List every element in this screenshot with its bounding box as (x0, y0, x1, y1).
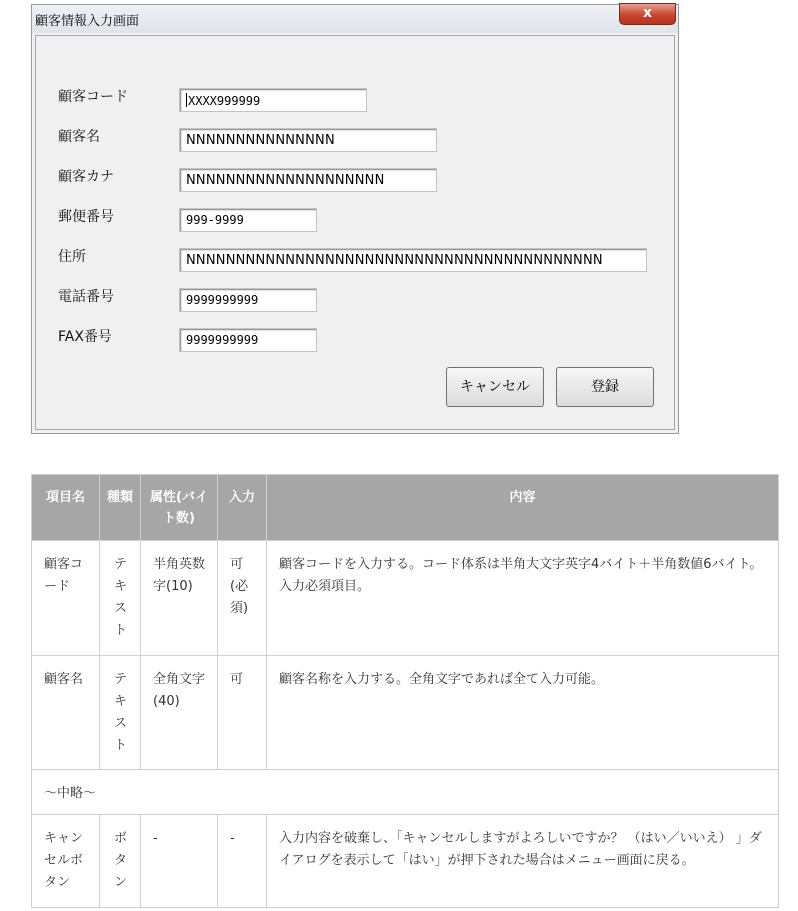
table-row (32, 541, 779, 656)
header-kind: 種類 (100, 475, 141, 541)
customer-name-value: NNNNNNNNNNNNNNN (186, 133, 335, 148)
customer-kana-input[interactable] (179, 168, 437, 192)
cell-attribute: 全角文字(40) (141, 656, 218, 770)
customer-code-value: XXXX999999 (188, 94, 261, 108)
cell-content: 顧客名称を入力する。全角文字であれば全て入力可能。 (267, 656, 779, 770)
text-caret (186, 93, 187, 107)
cell-input: 可(必須) (218, 541, 267, 656)
cell-kind: テキスト (100, 541, 141, 656)
postal-code-label: 郵便番号 (58, 209, 114, 225)
cell-kind: テキスト (100, 656, 141, 770)
customer-name-input[interactable] (179, 128, 437, 152)
header-content: 内容 (267, 475, 779, 541)
dialog-body (35, 35, 675, 430)
table-row (32, 815, 779, 908)
cancel-button[interactable]: キャンセル (446, 367, 544, 407)
cell-content: 顧客コードを入力する。コード体系は半角大文字英字4バイト＋半角数値6バイト。入力必須項目。 (267, 541, 779, 656)
customer-info-dialog (31, 4, 679, 434)
customer-code-input[interactable] (179, 88, 367, 112)
customer-code-label: 顧客コード (58, 89, 128, 105)
address-value: NNNNNNNNNNNNNNNNNNNNNNNNNNNNNNNNNNNNNNNNNN (186, 253, 603, 268)
spec-table (31, 474, 779, 908)
table-header-row (32, 475, 779, 541)
header-item-name: 項目名 (32, 475, 100, 541)
header-attribute: 属性(バイト数) (141, 475, 218, 541)
postal-code-input[interactable] (179, 208, 317, 232)
fax-value: 9999999999 (186, 333, 259, 347)
phone-input[interactable] (179, 288, 317, 312)
cell-input: 可 (218, 656, 267, 770)
address-label: 住所 (58, 249, 86, 265)
customer-kana-value: NNNNNNNNNNNNNNNNNNNN (186, 173, 385, 188)
cell-item: キャンセルボタン (32, 815, 100, 908)
customer-name-label: 顧客名 (58, 129, 100, 145)
title-bar[interactable] (32, 5, 678, 33)
fax-input[interactable] (179, 328, 317, 352)
cell-item: 顧客名 (32, 656, 100, 770)
customer-kana-label: 顧客カナ (58, 169, 114, 185)
cell-item: 顧客コード (32, 541, 100, 656)
dialog-title: 顧客情報入力画面 (35, 14, 140, 29)
cell-attribute: - (141, 815, 218, 908)
table-row-omitted (32, 770, 779, 815)
fax-label: FAX番号 (58, 329, 112, 345)
postal-code-value: 999-9999 (186, 213, 244, 227)
close-icon: x (642, 5, 653, 21)
header-input: 入力 (218, 475, 267, 541)
phone-value: 9999999999 (186, 293, 259, 307)
register-button[interactable]: 登録 (556, 367, 654, 407)
cell-input: - (218, 815, 267, 908)
cell-omitted: ～中略～ (32, 770, 779, 815)
close-button[interactable] (619, 3, 676, 25)
cell-kind: ボタン (100, 815, 141, 908)
address-input[interactable] (179, 248, 647, 272)
table-row (32, 656, 779, 770)
phone-label: 電話番号 (58, 289, 114, 305)
cell-content: 入力内容を破棄し、「キャンセルしますがよろしいですか？ （はい／いいえ） 」ダイアログを表示して「はい」が押下された場合はメニュー画面に戻る。 (267, 815, 779, 908)
cell-attribute: 半角英数字(10) (141, 541, 218, 656)
